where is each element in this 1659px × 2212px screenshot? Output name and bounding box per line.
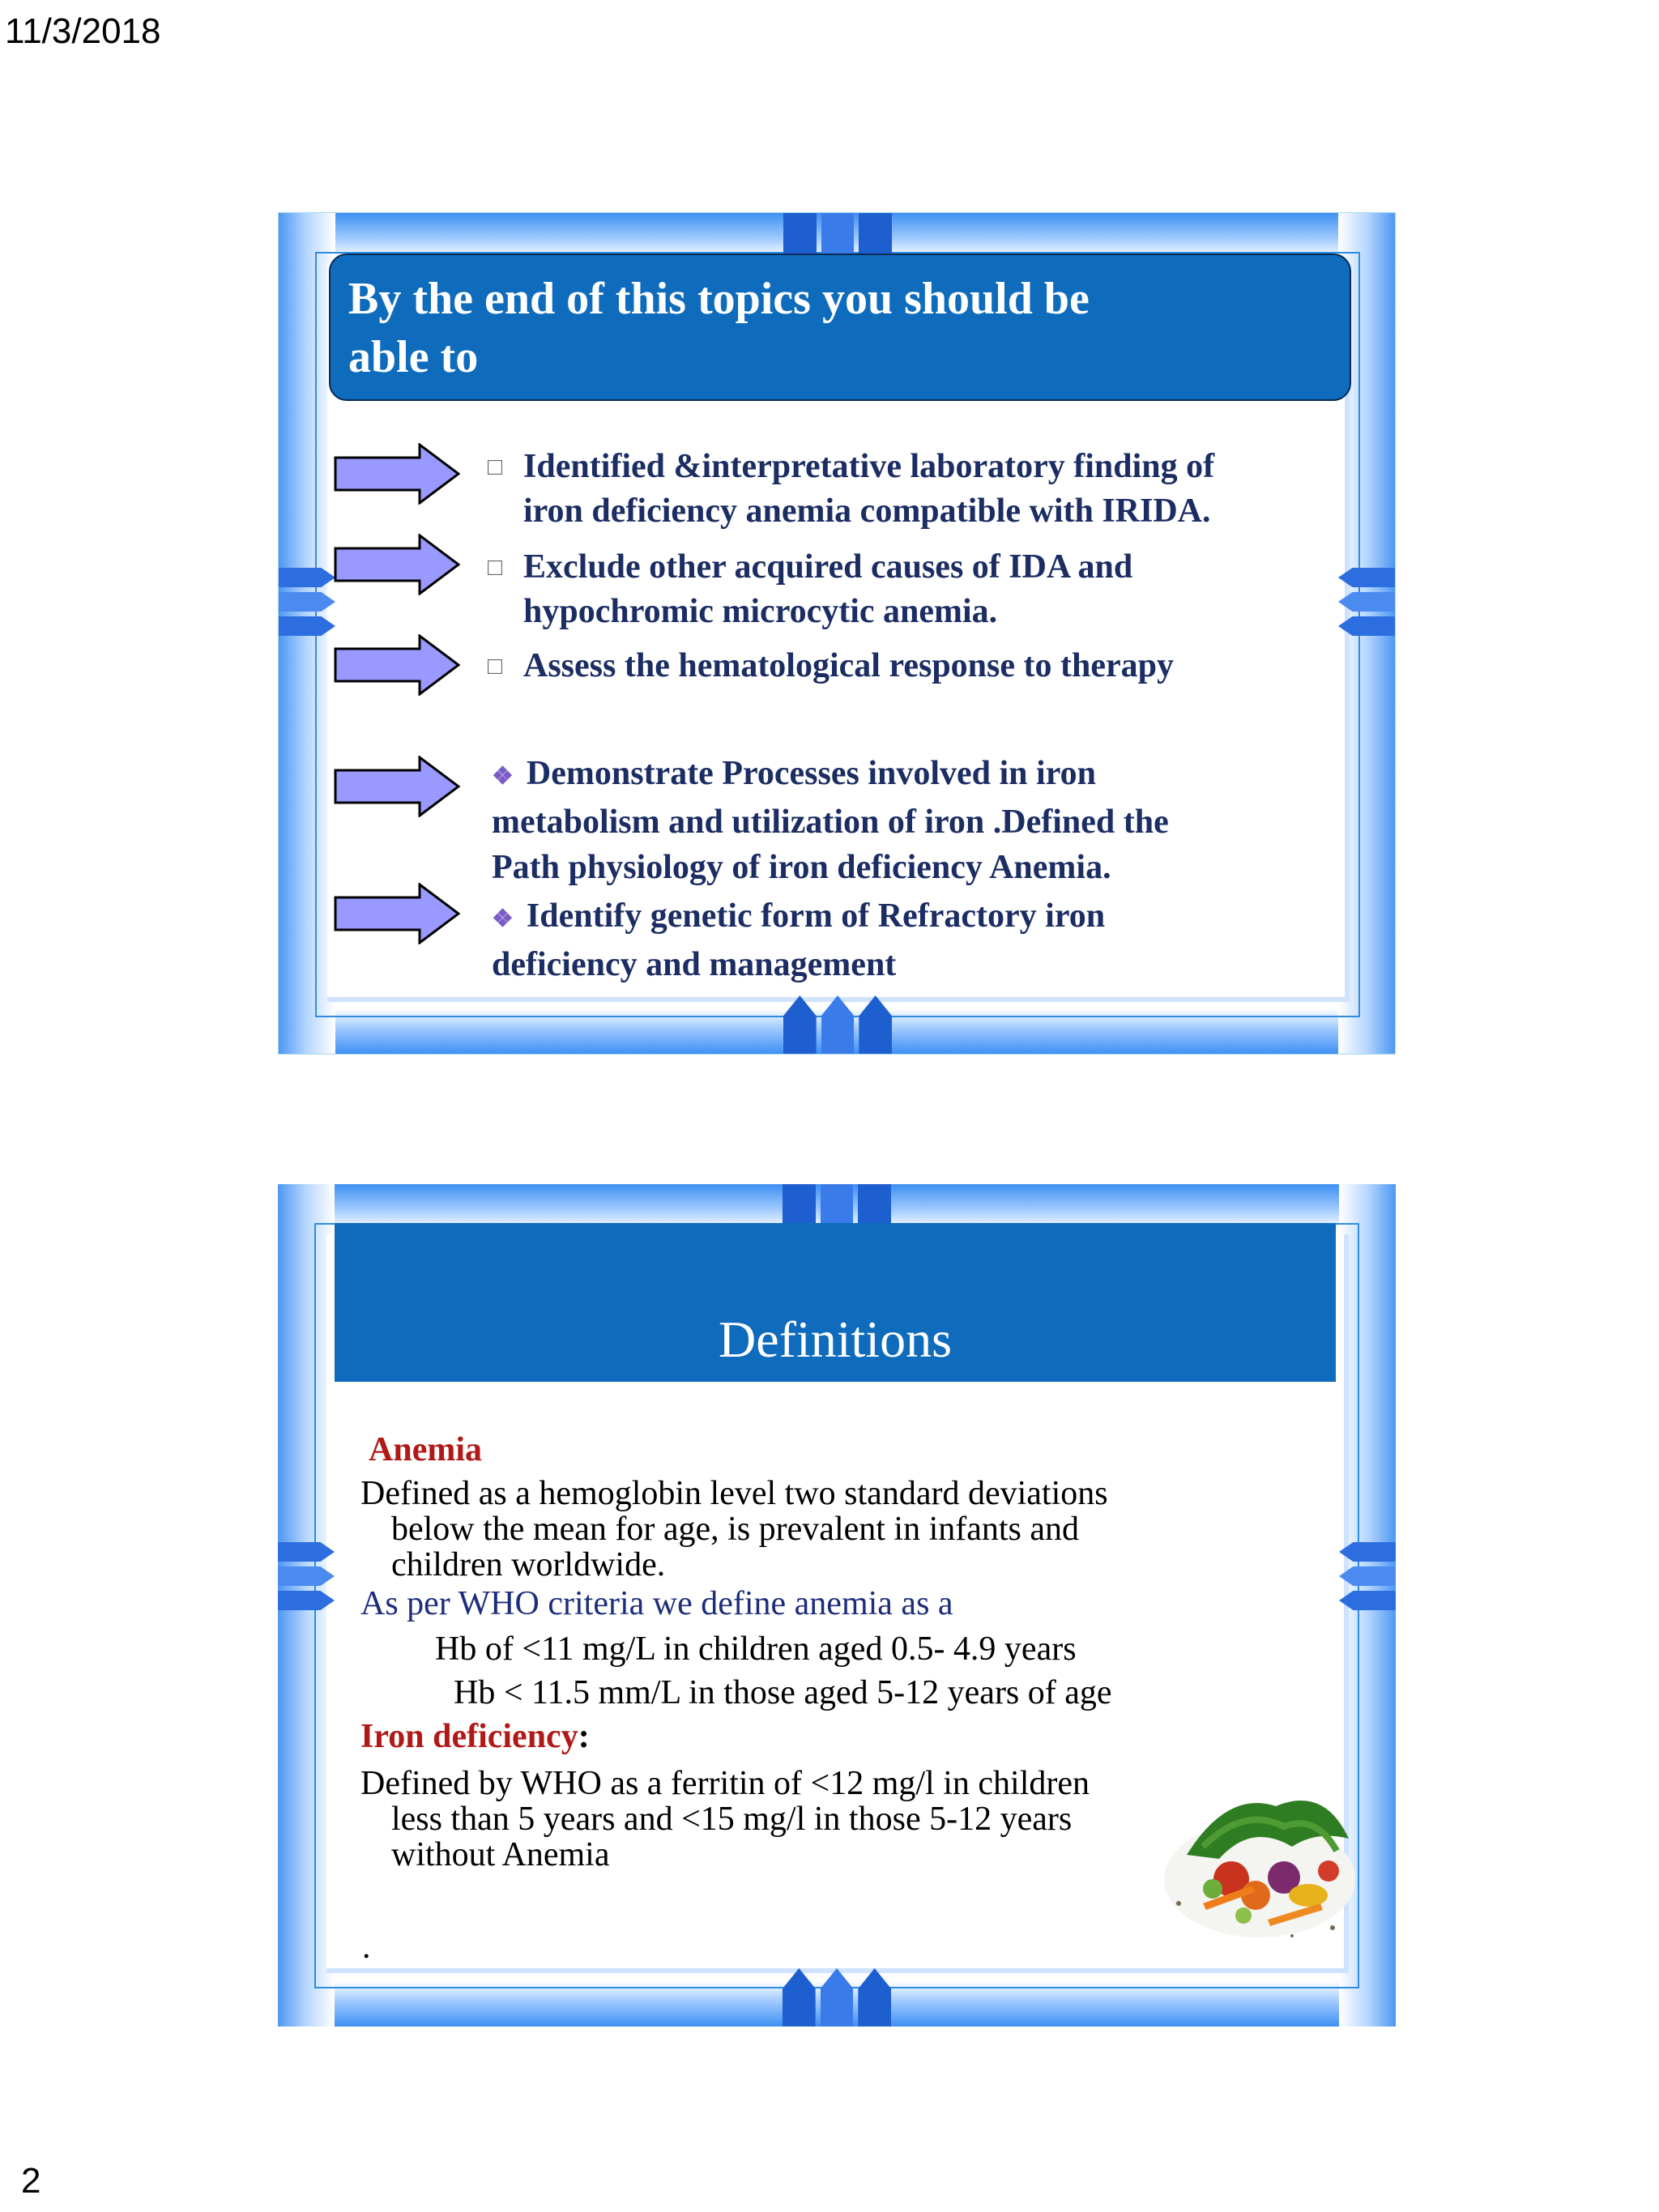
objective-2: □ Exclude other acquired causes of IDA and hypochromic microcytic anemia. [523, 545, 1132, 634]
anemia-heading: Anemia [369, 1431, 482, 1468]
trailing-mark: . [362, 1929, 371, 1966]
right-chevron-decor [1338, 568, 1395, 641]
left-chevron-decor [279, 568, 335, 641]
objective-1: □ Identified &interpretative laboratory finding of iron deficiency anemia compatible with IRIDA. [523, 445, 1214, 534]
slide-objectives [278, 212, 1396, 1055]
bottom-stripes-decor [783, 995, 892, 1054]
four-diamond-bullet-icon: ❖ [492, 763, 514, 790]
who-criteria-intro: As per WHO criteria we define anemia as a [360, 1585, 953, 1622]
right-arrow-icon [334, 756, 460, 817]
square-bullet-icon: □ [488, 554, 503, 581]
anemia-definition: Defined as a hemoglobin level two standard deviations below the mean for age, is prevalent in infants and children worldwide. [360, 1475, 1108, 1583]
slide-title: Definitions [335, 1223, 1336, 1382]
square-bullet-icon: □ [488, 454, 503, 480]
four-diamond-bullet-icon: ❖ [492, 906, 514, 932]
page-date: 11/3/2018 [5, 11, 161, 51]
slide-title: By the end of this topics you should be able to [329, 254, 1351, 401]
right-arrow-icon [334, 534, 460, 595]
iron-deficiency-definition: Defined by WHO as a ferritin of <12 mg/l in children less than 5 years and <15 mg/l in those 5-12 years without Anemia [360, 1765, 1090, 1873]
left-chevron-decor [278, 1542, 335, 1615]
bottom-stripes-decor [783, 1968, 891, 2027]
objective-3: □ Assess the hematological response to therapy [523, 644, 1174, 688]
criteria-line-1: Hb of <11 mg/L in children aged 0.5- 4.9 years [435, 1630, 1077, 1668]
right-arrow-icon [334, 883, 460, 944]
right-chevron-decor [1339, 1542, 1396, 1615]
iron-deficiency-heading: Iron deficiency: [360, 1718, 590, 1755]
page-number: 2 [21, 2161, 41, 2201]
slide-definitions [278, 1184, 1396, 2027]
aim-2: ❖ Identify genetic form of Refractory iron deficiency and management [492, 897, 1106, 983]
right-arrow-icon [334, 634, 460, 696]
vegetables-image [1154, 1782, 1357, 1948]
right-arrow-icon [334, 443, 460, 505]
square-bullet-icon: □ [488, 653, 503, 680]
criteria-line-2: Hb < 11.5 mm/L in those aged 5-12 years of age [454, 1674, 1112, 1711]
aim-1: ❖ Demonstrate Processes involved in iron metabolism and utilization of iron .Defined the Path physiology of iron deficiency Anemia. [492, 755, 1169, 886]
